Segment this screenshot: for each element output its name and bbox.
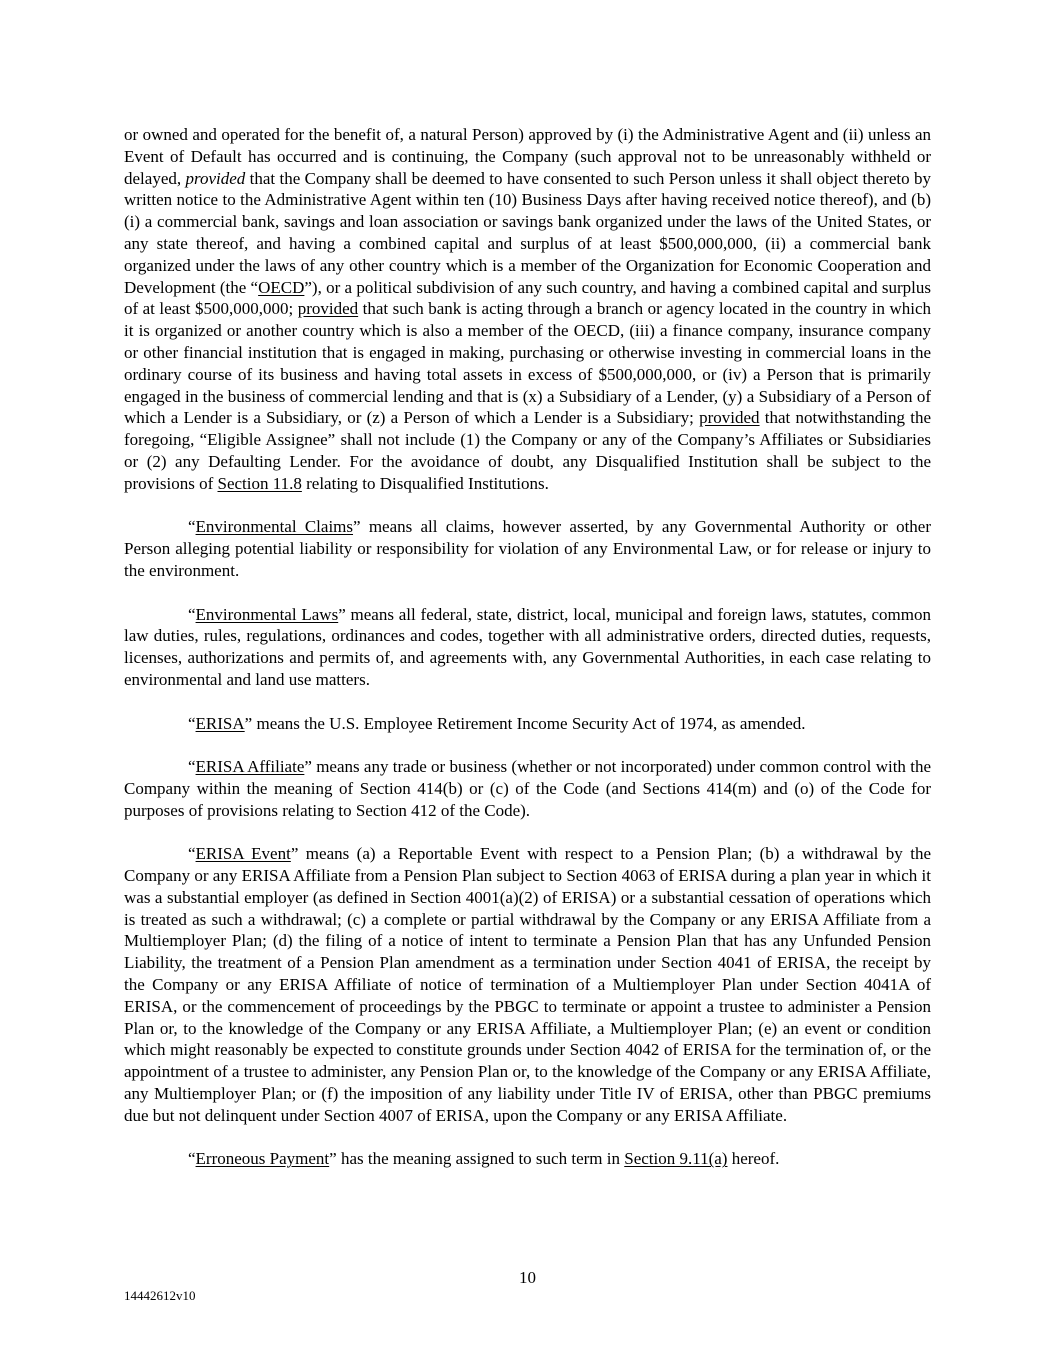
- provided-underlined: provided: [297, 299, 359, 319]
- definition-text: ” means all federal, state, district, local, municipal and foreign laws, statutes, common law duties, rules, regulations, ordinances and codes, together with all administrative orders, directed duties, requests, licenses, authorizations and permits of, and agreements with, any Governmental Authorities, in each case relating to environmental and land use matters.: [124, 604, 931, 689]
- provided-italic: provided: [185, 168, 246, 188]
- document-body: [124, 124, 931, 1192]
- defined-term: ERISA Affiliate: [195, 757, 305, 777]
- open-quote: “: [188, 757, 196, 777]
- text-run: that such bank is acting through a branch or agency located in the country in which it is organized or another country which is also a member of the OECD, (iii) a finance company, insurance company or other financial institution that is engaged in making, purchasing or otherwise investing in commercial loans in the ordinary course of its business and having total assets in excess of $500,000,000, or (iv) a Person that is primarily engaged in the business of commercial lending and that is (x) a Subsidiary of a Lender, (y) a Subsidiary of a Person of which a Lender is a Subsidiary, or (z) a Person of which a Lender is a Subsidiary;: [124, 299, 932, 428]
- eligible-assignee-continuation: [124, 124, 931, 495]
- text-run: relating to Disqualified Institutions.: [301, 473, 549, 493]
- definition-text: ” means any trade or business (whether or not incorporated) under common control with the Company within the meaning of Section 414(b) or (c) of the Code (and Sections 414(m) and (o) of the Code for purposes of provisions relating to Section 412 of the Code).: [124, 757, 931, 820]
- page-number: 10: [519, 1268, 536, 1287]
- open-quote: “: [188, 844, 196, 864]
- definition-text: ” means the U.S. Employee Retirement Income Security Act of 1974, as amended.: [244, 713, 806, 733]
- defined-term-oecd: OECD: [258, 277, 305, 297]
- definition-environmental-claims: [124, 516, 931, 581]
- text-run: ”), or a political subdivision of any such country, and having a combined capital and surplus of at least $500,000,000;: [124, 277, 932, 319]
- open-quote: “: [188, 517, 196, 537]
- definition-text: ” means all claims, however asserted, by any Governmental Authority or other Person alleging potential liability or responsibility for violation of any Environmental Law, or for release or injury to the environment.: [124, 517, 931, 580]
- defined-term: Environmental Claims: [195, 517, 354, 537]
- text-run: that the Company shall be deemed to have consented to such Person unless it shall object thereto by written notice to the Administrative Agent within ten (10) Business Days after having received notice thereof), and (b) (i) a commercial bank, savings and loan association or savings bank organized under the laws of the United States, or any state thereof, and having a combined capital and surplus of at least $500,000,000, (ii) a commercial bank organized under the laws of any other country which is a member of the Organization for Economic Cooperation and Development (the “: [124, 168, 932, 297]
- definition-text: ” means (a) a Reportable Event with respect to a Pension Plan; (b) a withdrawal by the Company or any ERISA Affiliate from a Pension Plan subject to Section 4063 of ERISA during a plan year in which it was a substantial employer (as defined in Section 4001(a)(2) of ERISA) or a substantial cessation of operations which is treated as such a withdrawal; (c) a complete or partial withdrawal by the Company or any ERISA Affiliate from a Multiemployer Plan; (d) the filing of a notice of intent to terminate a Pension Plan that has any Unfunded Pension Liability, the treatment of a Pension Plan amendment as a termination under Section 4041 of ERISA, the receipt by the Company or any ERISA Affiliate of notice of termination of a Multiemployer Plan under Section 4041A of ERISA, or the commencement of proceedings by the PBGC to terminate or appoint a trustee to administer a Pension Plan or, to the knowledge of the Company or any ERISA Affiliate, a Multiemployer Plan; (e) an event or condition which might reasonably be expected to constitute grounds under Section 4042 of ERISA for the termination of, or the appointment of a trustee to administer, any Pension Plan or, to the knowledge of the Company or any ERISA Affiliate, any Multiemployer Plan; or (f) the imposition of any liability under Title IV of ERISA, other than PBGC premiums due but not delinquent under Section 4007 of ERISA, upon the Company or any ERISA Affiliate.: [124, 844, 931, 1125]
- open-quote: “: [188, 604, 196, 624]
- defined-term: ERISA: [195, 713, 245, 733]
- definition-text: ” has the meaning assigned to such term in: [329, 1149, 625, 1169]
- definition-erroneous-payment: [124, 1148, 931, 1170]
- section-reference: Section 11.8: [217, 473, 302, 493]
- definition-erisa-affiliate: [124, 756, 931, 821]
- defined-term: ERISA Event: [195, 844, 291, 864]
- open-quote: “: [188, 1149, 196, 1169]
- section-reference: Section 9.11(a): [624, 1149, 728, 1169]
- defined-term: Erroneous Payment: [195, 1149, 330, 1169]
- definition-erisa-event: [124, 843, 931, 1126]
- text-run: or owned and operated for the benefit of, a natural Person) approved by (i) the Administrative Agent and (ii) unless an Event of Default has occurred and is continuing, the Company (such approval not to be unreasonably withheld or delayed,: [124, 125, 931, 188]
- definition-erisa: [124, 713, 931, 735]
- definition-environmental-laws: [124, 604, 931, 691]
- definition-tail: hereof.: [727, 1149, 780, 1169]
- provided-underlined: provided: [699, 408, 760, 428]
- open-quote: “: [188, 713, 196, 733]
- document-id: 14442612v10: [124, 1288, 196, 1303]
- text-run: that notwithstanding the foregoing, “Eligible Assignee” shall not include (1) the Company or any of the Company’s Affiliates or Subsidiaries or (2) any Defaulting Lender. For the avoidance of doubt, any Disqualified Institution shall be subject to the provisions of: [124, 408, 931, 493]
- defined-term: Environmental Laws: [195, 604, 339, 624]
